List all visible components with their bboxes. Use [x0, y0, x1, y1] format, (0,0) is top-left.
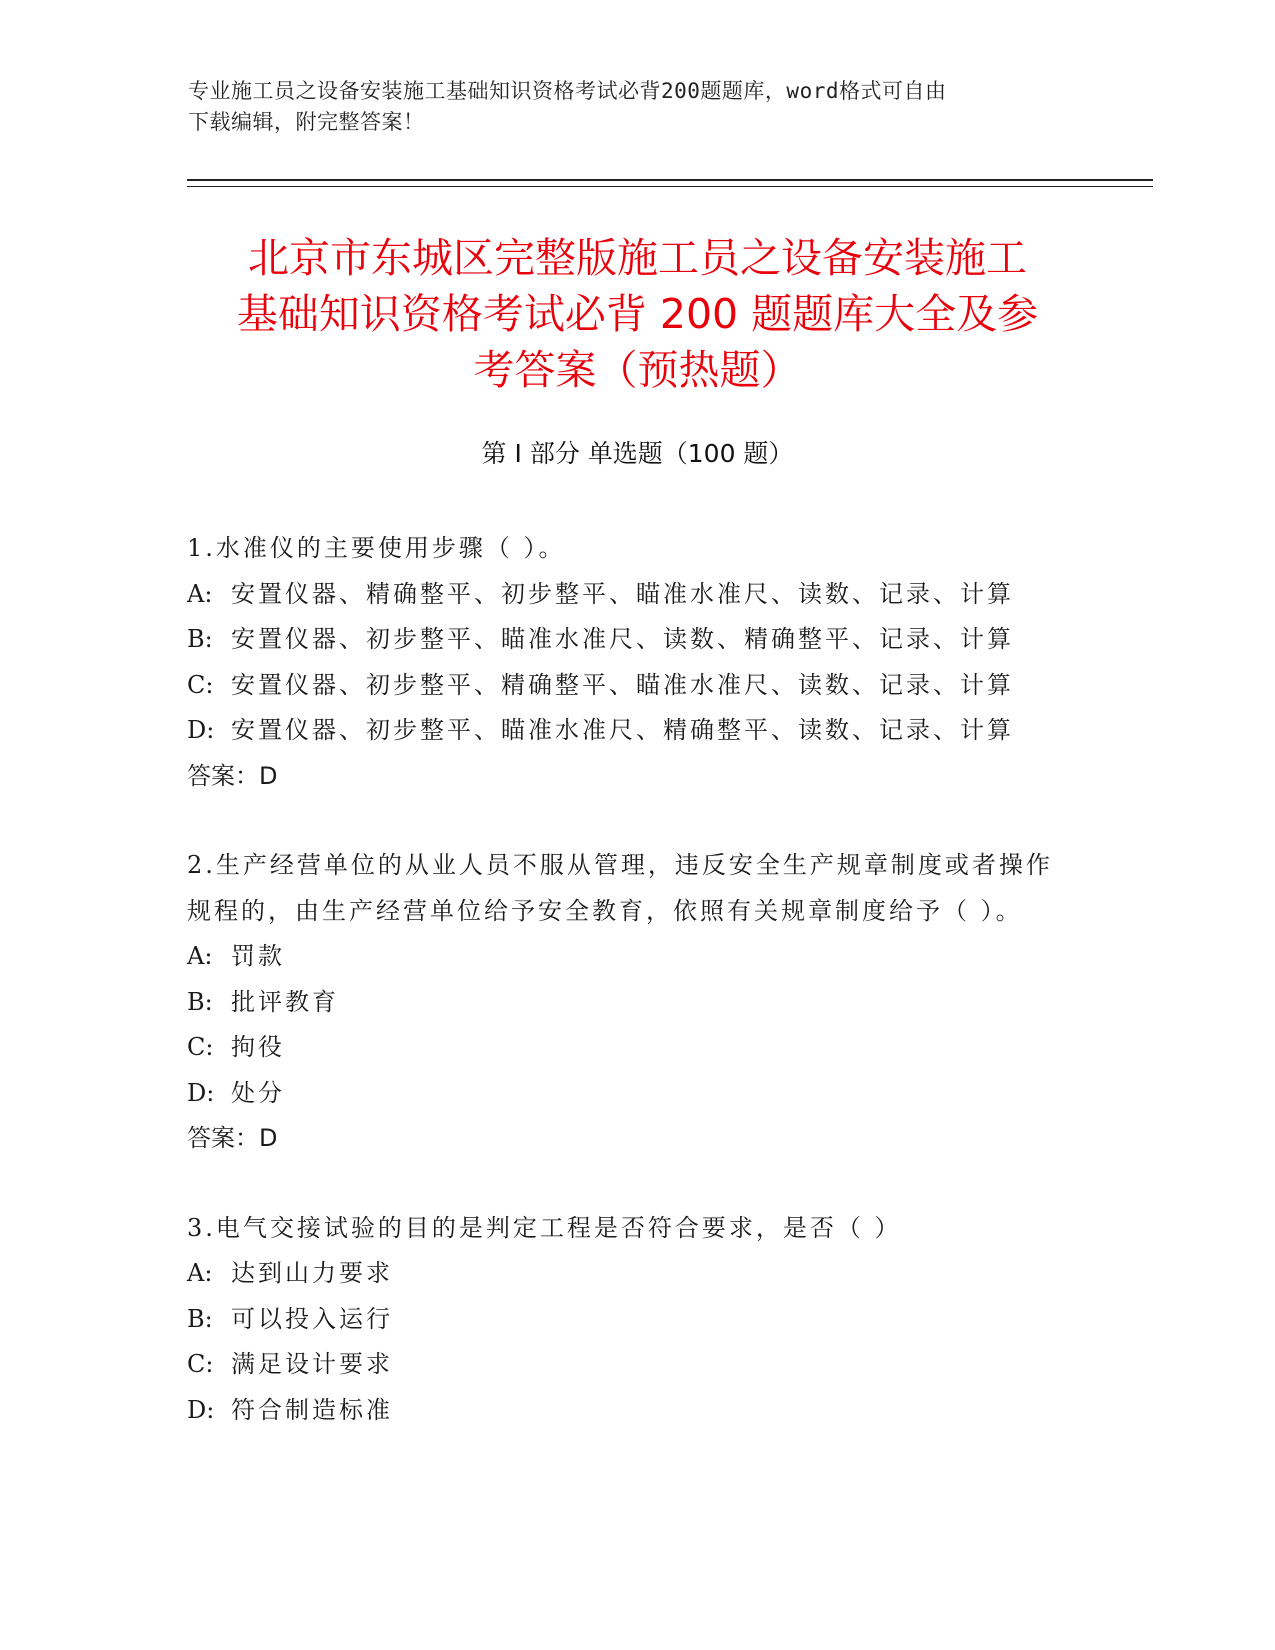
option-text: 批评教育: [231, 987, 339, 1016]
option-d: [187, 1388, 1087, 1434]
option-key: B:: [187, 987, 213, 1016]
option-b: [187, 980, 1087, 1026]
title-line-3: 考答案（预热题）: [473, 346, 802, 394]
option-key: B:: [187, 625, 213, 653]
option-a: [187, 1251, 1087, 1297]
option-text: 安置仪器、精确整平、初步整平、瞄准水准尺、读数、记录、计算: [231, 579, 1014, 608]
option-text: 安置仪器、初步整平、瞄准水准尺、读数、精确整平、记录、计算: [231, 625, 1014, 653]
document-header-note: [188, 76, 1068, 138]
question-list: [187, 526, 1087, 1477]
option-key: D:: [187, 1395, 215, 1424]
option-d: [187, 1071, 1087, 1117]
option-text: 达到山力要求: [231, 1259, 393, 1287]
option-a: [187, 934, 1087, 980]
option-text: 处分: [231, 1078, 285, 1107]
question-2: [187, 843, 1087, 1162]
option-d: [187, 708, 1087, 754]
header-note-line-2: 下载编辑，附完整答案！: [188, 110, 425, 134]
option-text: 满足设计要求: [231, 1350, 393, 1378]
option-key: B:: [187, 1304, 213, 1333]
option-key: A:: [187, 942, 213, 970]
option-key: A:: [187, 1259, 213, 1287]
question-1: [187, 526, 1087, 799]
option-b: [187, 617, 1087, 663]
question-stem: 3.电气交接试验的目的是判定工程是否符合要求，是否（ ）: [187, 1213, 902, 1242]
option-text: 符合制造标准: [231, 1395, 393, 1424]
option-text: 可以投入运行: [231, 1304, 393, 1333]
option-key: D:: [187, 1078, 215, 1107]
question-stem: 2.生产经营单位的从业人员不服从管理，违反安全生产规章制度或者操作规程的，由生产经营单位给予安全教育，依照有关规章制度给予（ ）。: [187, 851, 1053, 925]
option-text: 安置仪器、初步整平、精确整平、瞄准水准尺、读数、记录、计算: [231, 670, 1014, 699]
option-key: C:: [187, 1033, 214, 1061]
header-divider-thick: [187, 179, 1153, 181]
option-text: 罚款: [231, 942, 285, 970]
header-divider-thin: [187, 186, 1153, 187]
option-c: [187, 663, 1087, 709]
question-stem: 1.水准仪的主要使用步骤（ ）。: [187, 534, 566, 562]
option-key: C:: [187, 1350, 214, 1378]
option-text: 安置仪器、初步整平、瞄准水准尺、精确整平、读数、记录、计算: [231, 716, 1014, 744]
option-key: C:: [187, 670, 214, 699]
option-text: 拘役: [231, 1033, 285, 1061]
section-heading: 第 I 部分 单选题（100 题）: [481, 439, 794, 468]
question-3: [187, 1206, 1087, 1434]
answer-label: 答案：D: [187, 1124, 278, 1152]
header-note-line-1: 专业施工员之设备安装施工基础知识资格考试必背200题题库，word格式可自由: [188, 79, 947, 103]
option-b: [187, 1297, 1087, 1343]
option-a: [187, 572, 1087, 618]
option-c: [187, 1342, 1087, 1388]
document-title: [150, 230, 1125, 398]
title-line-1: 北京市东城区完整版施工员之设备安装施工: [248, 234, 1027, 282]
option-key: D:: [187, 716, 215, 744]
answer-label: 答案：D: [187, 761, 278, 790]
option-key: A:: [187, 579, 213, 608]
option-c: [187, 1025, 1087, 1071]
title-line-2: 基础知识资格考试必背 200 题题库大全及参: [236, 290, 1039, 338]
